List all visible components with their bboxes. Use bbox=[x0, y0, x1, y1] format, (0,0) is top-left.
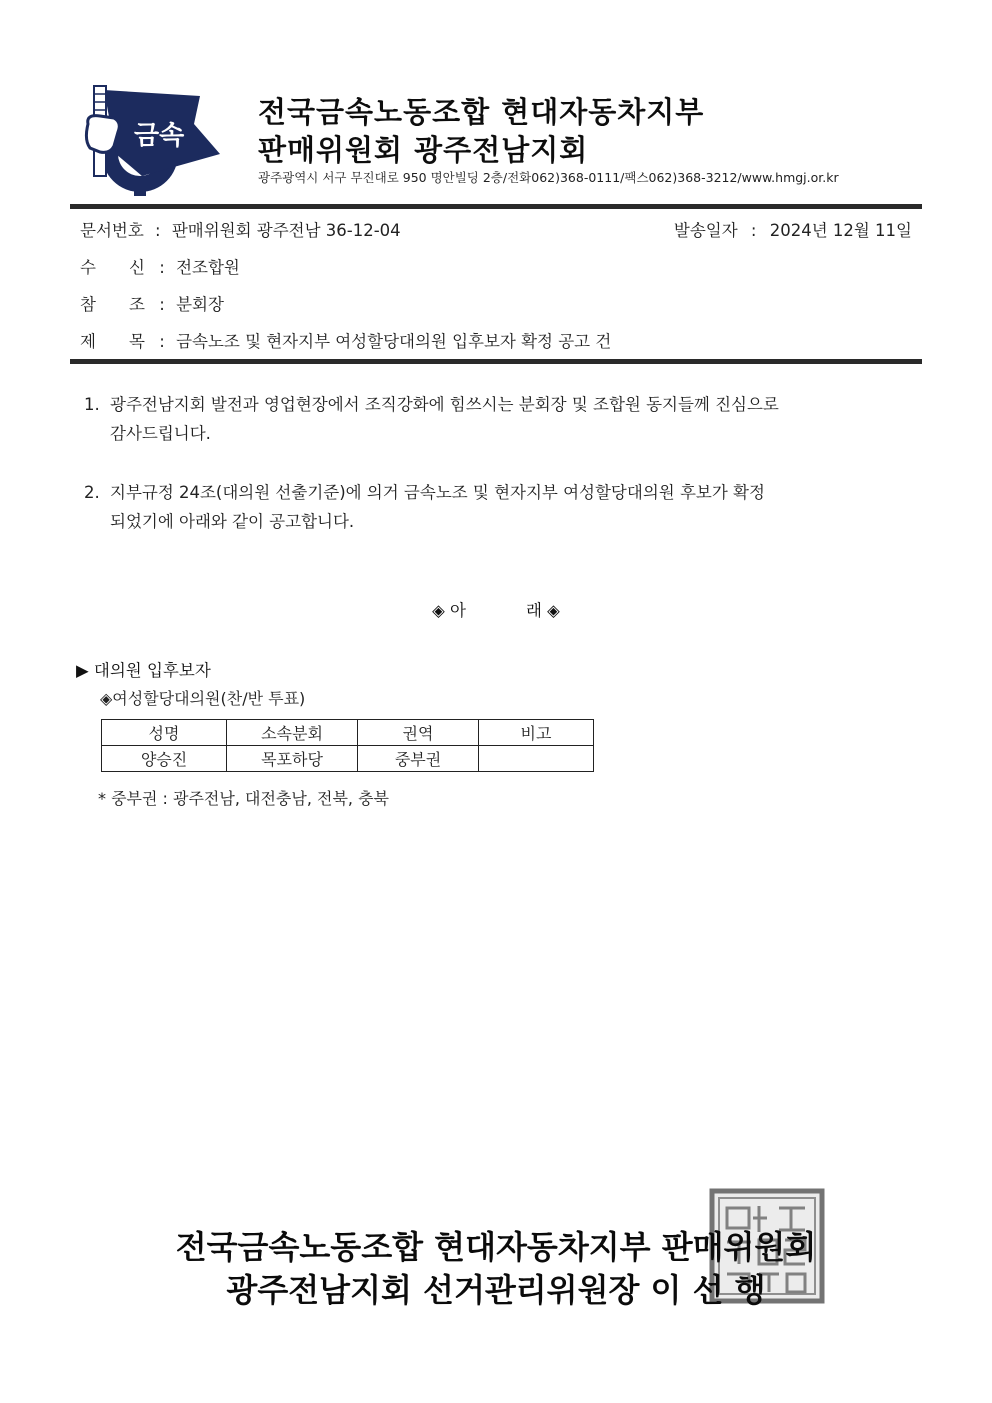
send-date-value: 2024년 12월 11일 bbox=[769, 221, 912, 240]
org-name-line2: 판매위원회 광주전남지회 bbox=[258, 133, 589, 167]
doc-number-value: 판매위원회 광주전남 36-12-04 bbox=[171, 221, 401, 240]
reference-row bbox=[80, 291, 224, 315]
paragraph-1 bbox=[84, 390, 918, 448]
section-title: ▶ 대의원 입후보자 bbox=[76, 661, 211, 680]
column-header: 비고 bbox=[479, 720, 594, 746]
region-note: * 중부권 : 광주전남, 대전충남, 전북, 충북 bbox=[98, 789, 390, 808]
recipient-value: 전조합원 bbox=[176, 258, 240, 277]
table-cell bbox=[479, 746, 594, 772]
top-divider bbox=[70, 204, 922, 209]
paragraph-text: 지부규정 24조(대의원 선출기준)에 의거 금속노조 및 현자지부 여성할당대의원 후보가 확정 bbox=[110, 483, 765, 502]
column-header: 성명 bbox=[102, 720, 227, 746]
send-date-row bbox=[674, 217, 912, 241]
paragraph-text: 감사드립니다. bbox=[110, 424, 211, 443]
subject-row bbox=[80, 328, 611, 352]
separator: : bbox=[159, 295, 165, 314]
table-cell: 양승진 bbox=[102, 746, 227, 772]
table-cell: 중부권 bbox=[358, 746, 479, 772]
separator: : bbox=[159, 332, 165, 351]
separator: : bbox=[155, 221, 161, 240]
table-cell: 목포하당 bbox=[227, 746, 358, 772]
doc-number-row bbox=[80, 217, 401, 241]
separator: : bbox=[159, 258, 165, 277]
paragraph-number: 2. bbox=[84, 483, 100, 502]
table-header-row bbox=[102, 720, 594, 746]
separator: : bbox=[750, 221, 757, 240]
org-name-line1: 전국금속노동조합 현대자동차지부 bbox=[258, 95, 705, 129]
signature-line2: 광주전남지회 선거관리위원장 이 선 행 bbox=[226, 1271, 766, 1309]
column-header: 소속분회 bbox=[227, 720, 358, 746]
org-address: 광주광역시 서구 무진대로 950 명안빌딩 2층/전화062)368-0111/팩스062)368-3212/www.hmgj.or.kr bbox=[258, 170, 839, 185]
column-header: 권역 bbox=[358, 720, 479, 746]
candidate-table bbox=[101, 719, 594, 772]
union-logo bbox=[82, 84, 222, 196]
notice-heading bbox=[0, 597, 992, 621]
notice-heading-left: ◈ 아 bbox=[432, 601, 466, 620]
recipient-label: 수 신 bbox=[80, 258, 145, 277]
reference-label: 참 조 bbox=[80, 295, 145, 314]
section-subtitle: ◈여성할당대의원(찬/반 투표) bbox=[100, 689, 306, 708]
reference-value: 분회장 bbox=[176, 295, 224, 314]
fist-icon bbox=[86, 116, 119, 153]
meta-divider bbox=[70, 359, 922, 364]
recipient-row bbox=[80, 254, 240, 278]
paragraph-2 bbox=[84, 478, 918, 536]
signature-line1: 전국금속노동조합 현대자동차지부 판매위원회 bbox=[175, 1228, 817, 1266]
table-row bbox=[102, 746, 594, 772]
paragraph-number: 1. bbox=[84, 395, 100, 414]
subject-value: 금속노조 및 현자지부 여성할당대의원 입후보자 확정 공고 건 bbox=[176, 332, 612, 351]
subject-label: 제 목 bbox=[80, 332, 145, 351]
doc-number-label: 문서번호 bbox=[80, 221, 144, 240]
logo-text: 금속 bbox=[134, 121, 185, 151]
paragraph-text: 광주전남지회 발전과 영업현장에서 조직강화에 힘쓰시는 분회장 및 조합원 동지들께 진심으로 bbox=[110, 395, 779, 414]
notice-heading-right: 래 ◈ bbox=[526, 601, 560, 620]
paragraph-text: 되었기에 아래와 같이 공고합니다. bbox=[110, 512, 355, 531]
send-date-label: 발송일자 bbox=[673, 221, 738, 240]
